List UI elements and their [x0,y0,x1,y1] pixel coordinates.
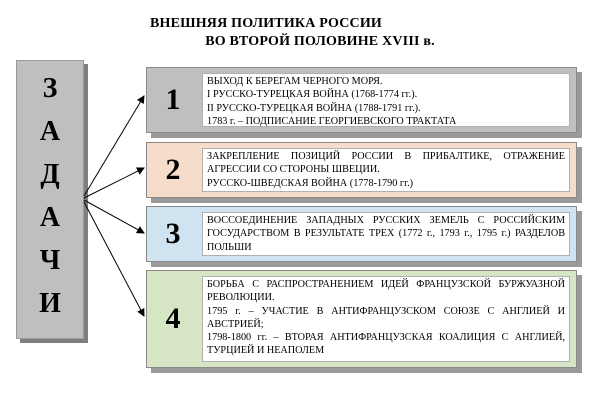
arrow-to-task-1 [84,96,144,196]
diagram-title-line2: ВО ВТОРОЙ ПОЛОВИНЕ XVIII в. [205,34,435,49]
task-text [202,212,570,256]
sidebar-letter: А [39,116,61,147]
task-line: 1795 г. – УЧАСТИЕ В АНТИФРАНЦУЗСКОМ СОЮЗЕ С АНГЛИЕЙ И АВСТРИЕЙ; [207,305,565,330]
task-line: 1783 г. – ПОДПИСАНИЕ ГЕОРГИЕВСКОГО ТРАКТАТА [207,115,457,127]
arrow-to-task-2 [84,168,144,198]
task-number: 2 [165,153,181,186]
task-line: II РУССКО-ТУРЕЦКАЯ ВОЙНА (1788-1791 гг.). [207,102,421,114]
task-line: ВЫХОД К БЕРЕГАМ ЧЕРНОГО МОРЯ. [207,76,383,87]
diagram-title-line1: ВНЕШНЯЯ ПОЛИТИКА РОССИИ [149,16,383,31]
task-box-4 [146,270,577,368]
sidebar-letter: З [42,73,58,104]
task-number: 3 [165,217,181,250]
task-line: I РУССКО-ТУРЕЦКАЯ ВОЙНА (1768-1774 гг.). [207,89,418,101]
task-number: 1 [165,83,181,116]
sidebar-letter: И [39,288,61,319]
task-box-3 [146,206,577,262]
task-line: БОРЬБА С РАСПРОСТРАНЕНИЕМ ИДЕЙ ФРАНЦУЗСКОЙ БУРЖУАЗНОЙ РЕВОЛЮЦИИ. [207,279,565,304]
task-box-2 [146,142,577,198]
task-text [202,276,570,362]
task-line: ЗАКРЕПЛЕНИЕ ПОЗИЦИЙ РОССИИ В ПРИБАЛТИКЕ, ОТРАЖЕНИЕ АГРЕССИИ СО СТОРОНЫ ШВЕЦИИ. [207,151,565,176]
task-text [202,148,570,192]
task-number: 4 [165,302,181,335]
arrow-to-task-4 [84,202,144,316]
sidebar-letter: Д [40,159,60,190]
sidebar-letter: Ч [39,245,61,276]
task-line: РУССКО-ШВЕДСКАЯ ВОЙНА (1778-1790 гг.) [207,177,414,189]
sidebar-letter: А [39,202,61,233]
task-text [202,73,570,127]
arrow-to-task-3 [84,200,144,233]
task-line: 1798-1800 гг. – ВТОРАЯ АНТИФРАНЦУЗСКАЯ КОАЛИЦИЯ С АНГЛИЕЙ, ТУРЦИЕЙ И НЕАПОЛЕМ [207,332,565,357]
task-line: ВОССОЕДИНЕНИЕ ЗАПАДНЫХ РУССКИХ ЗЕМЕЛЬ С РОССИЙСКИМ ГОСУДАРСТВОМ В РЕЗУЛЬТАТЕ ТРЕХ (1772 г., 1793 г., 1795 г.) РАЗДЕЛОВ ПОЛЬШИ [207,215,565,253]
task-box-1 [146,67,577,133]
